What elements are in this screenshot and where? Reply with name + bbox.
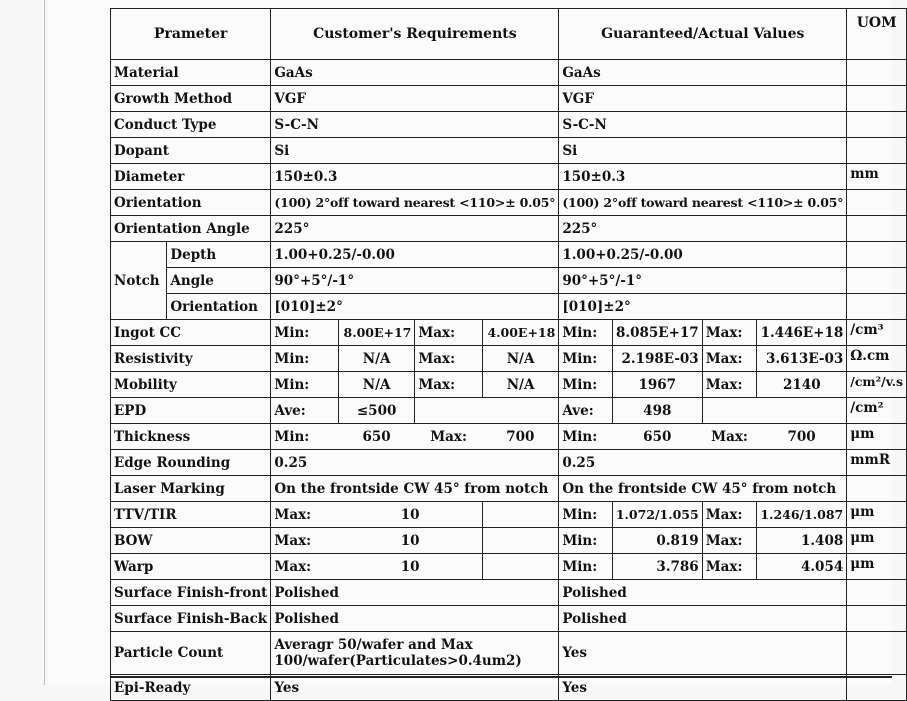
act-min-value: 1.072/1.055 xyxy=(612,502,702,528)
table-row xyxy=(111,424,907,450)
header-parameter: Prameter xyxy=(111,9,271,60)
req-value: (100) 2°off toward nearest <110>± 0.05° xyxy=(271,190,559,216)
req-max-label: Max: xyxy=(271,528,338,554)
act-min-label: Min: xyxy=(559,424,613,450)
uom-value xyxy=(847,138,907,164)
act-max-value: 1.246/1.087 xyxy=(757,502,847,528)
req-value: 1.00+0.25/-0.00 xyxy=(271,242,559,268)
param-label: BOW xyxy=(111,528,271,554)
req-max-label: Max: xyxy=(415,320,482,346)
act-max-value: 4.054 xyxy=(757,554,847,580)
table-row xyxy=(111,554,907,580)
empty-cell xyxy=(702,398,847,424)
act-value: Yes xyxy=(559,632,847,675)
param-label: Epi-Ready xyxy=(111,675,271,701)
uom-value xyxy=(847,242,907,268)
req-value: Yes xyxy=(271,675,559,701)
act-max-value: 3.613E-03 xyxy=(757,346,847,372)
act-max-value: 2140 xyxy=(757,372,847,398)
param-label: Depth xyxy=(167,242,271,268)
spec-table xyxy=(110,8,907,701)
empty-cell xyxy=(415,398,559,424)
req-value: S-C-N xyxy=(271,112,559,138)
act-value: VGF xyxy=(559,86,847,112)
param-label: Laser Marking xyxy=(111,476,271,502)
table-row xyxy=(111,372,907,398)
act-min-label: Min: xyxy=(559,320,613,346)
req-value: 0.25 xyxy=(271,450,559,476)
req-min-label: Min: xyxy=(271,424,338,450)
param-label: Mobility xyxy=(111,372,271,398)
act-max-label: Max: xyxy=(702,424,757,450)
act-min-value: 2.198E-03 xyxy=(612,346,702,372)
uom-value xyxy=(847,675,907,701)
act-value: 150±0.3 xyxy=(559,164,847,190)
uom-value: /cm³ xyxy=(847,320,907,346)
empty-cell xyxy=(482,528,559,554)
req-ave-value: ≤500 xyxy=(338,398,415,424)
uom-value xyxy=(847,190,907,216)
req-max-value: N/A xyxy=(482,372,559,398)
act-max-label: Max: xyxy=(702,502,757,528)
act-value: Yes xyxy=(559,675,847,701)
req-line-2: 100/wafer(Particulates>0.4um2) xyxy=(274,653,522,669)
header-customer-requirements: Customer's Requirements xyxy=(271,9,559,60)
uom-value: /cm²/v.s xyxy=(847,372,907,398)
table-row xyxy=(111,632,907,675)
param-label: Angle xyxy=(167,268,271,294)
act-value: GaAs xyxy=(559,60,847,86)
req-value xyxy=(271,632,559,675)
param-label: Edge Rounding xyxy=(111,450,271,476)
act-min-value: 0.819 xyxy=(612,528,702,554)
uom-value: mmR xyxy=(847,450,907,476)
uom-value: μm xyxy=(847,554,907,580)
act-min-label: Min: xyxy=(559,528,613,554)
req-max-label: Max: xyxy=(271,502,338,528)
req-min-label: Min: xyxy=(271,372,338,398)
req-min-label: Min: xyxy=(271,346,338,372)
uom-value xyxy=(847,112,907,138)
req-min-value: 650 xyxy=(338,424,415,450)
table-row xyxy=(111,164,907,190)
req-max-label: Max: xyxy=(415,424,482,450)
table-row xyxy=(111,190,907,216)
req-value: VGF xyxy=(271,86,559,112)
uom-value xyxy=(847,294,907,320)
req-value: [010]±2° xyxy=(271,294,559,320)
act-ave-value: 498 xyxy=(612,398,702,424)
act-min-label: Min: xyxy=(559,372,613,398)
param-label: Surface Finish-front xyxy=(111,580,271,606)
uom-value: mm xyxy=(847,164,907,190)
param-label: Thickness xyxy=(111,424,271,450)
req-min-label: Min: xyxy=(271,320,338,346)
req-max-value: 10 xyxy=(338,554,482,580)
act-min-value: 650 xyxy=(612,424,702,450)
param-label: Conduct Type xyxy=(111,112,271,138)
act-value: 90°+5°/-1° xyxy=(559,268,847,294)
uom-value: /cm² xyxy=(847,398,907,424)
act-min-value: 3.786 xyxy=(612,554,702,580)
uom-value xyxy=(847,60,907,86)
uom-value xyxy=(847,632,907,675)
req-max-value: 10 xyxy=(338,528,482,554)
act-max-label: Max: xyxy=(702,372,757,398)
table-row xyxy=(111,86,907,112)
uom-value xyxy=(847,216,907,242)
req-value: 90°+5°/-1° xyxy=(271,268,559,294)
act-max-label: Max: xyxy=(702,346,757,372)
req-value: GaAs xyxy=(271,60,559,86)
req-value: Polished xyxy=(271,580,559,606)
act-value: Polished xyxy=(559,606,847,632)
act-max-label: Max: xyxy=(702,554,757,580)
act-max-label: Max: xyxy=(702,528,757,554)
table-row xyxy=(111,268,907,294)
table-row xyxy=(111,675,907,701)
param-label: Ingot CC xyxy=(111,320,271,346)
req-max-value: 10 xyxy=(338,502,482,528)
table-row xyxy=(111,476,907,502)
uom-value xyxy=(847,580,907,606)
act-min-label: Min: xyxy=(559,554,613,580)
req-min-value: 8.00E+17 xyxy=(338,320,415,346)
req-min-value: N/A xyxy=(338,346,415,372)
act-max-label: Max: xyxy=(702,320,757,346)
param-label: Orientation xyxy=(111,190,271,216)
uom-value: μm xyxy=(847,502,907,528)
act-min-label: Min: xyxy=(559,346,613,372)
table-row xyxy=(111,112,907,138)
act-max-value: 1.446E+18 xyxy=(757,320,847,346)
table-row xyxy=(111,606,907,632)
param-label: Growth Method xyxy=(111,86,271,112)
req-max-value: N/A xyxy=(482,346,559,372)
req-value: On the frontside CW 45° from notch xyxy=(271,476,559,502)
req-max-value: 700 xyxy=(482,424,559,450)
act-max-value: 700 xyxy=(757,424,847,450)
table-row xyxy=(111,60,907,86)
param-label: Particle Count xyxy=(111,632,271,675)
act-min-value: 8.085E+17 xyxy=(612,320,702,346)
table-row xyxy=(111,450,907,476)
req-min-value: N/A xyxy=(338,372,415,398)
req-ave-label: Ave: xyxy=(271,398,338,424)
table-row xyxy=(111,320,907,346)
param-label: EPD xyxy=(111,398,271,424)
act-value: 0.25 xyxy=(559,450,847,476)
param-label: Surface Finish-Back xyxy=(111,606,271,632)
act-value: 1.00+0.25/-0.00 xyxy=(559,242,847,268)
act-value: On the frontside CW 45° from notch xyxy=(559,476,847,502)
param-label: TTV/TIR xyxy=(111,502,271,528)
table-row xyxy=(111,242,907,268)
req-line-1: Averagr 50/wafer and Max xyxy=(274,637,473,653)
act-max-value: 1.408 xyxy=(757,528,847,554)
uom-value xyxy=(847,268,907,294)
table-row xyxy=(111,528,907,554)
table-row xyxy=(111,294,907,320)
act-ave-label: Ave: xyxy=(559,398,613,424)
param-label: Orientation Angle xyxy=(111,216,271,242)
req-max-value: 4.00E+18 xyxy=(482,320,559,346)
table-row xyxy=(111,580,907,606)
act-value: Polished xyxy=(559,580,847,606)
uom-value: μm xyxy=(847,528,907,554)
table-row xyxy=(111,398,907,424)
table-next-row-border xyxy=(110,676,892,678)
uom-value xyxy=(847,476,907,502)
header-row xyxy=(111,9,907,60)
param-label: Diameter xyxy=(111,164,271,190)
notch-label: Notch xyxy=(111,242,167,320)
act-min-label: Min: xyxy=(559,502,613,528)
req-max-label: Max: xyxy=(415,346,482,372)
table-row xyxy=(111,138,907,164)
uom-value xyxy=(847,86,907,112)
table-row xyxy=(111,502,907,528)
header-guaranteed-values: Guaranteed/Actual Values xyxy=(559,9,847,60)
param-label: Dopant xyxy=(111,138,271,164)
empty-cell xyxy=(482,502,559,528)
act-value: [010]±2° xyxy=(559,294,847,320)
act-value: S-C-N xyxy=(559,112,847,138)
act-min-value: 1967 xyxy=(612,372,702,398)
param-label: Material xyxy=(111,60,271,86)
page-margin-line xyxy=(44,0,45,685)
req-max-label: Max: xyxy=(271,554,338,580)
act-value: Si xyxy=(559,138,847,164)
empty-cell xyxy=(482,554,559,580)
table-row xyxy=(111,346,907,372)
uom-value: μm xyxy=(847,424,907,450)
uom-value: Ω.cm xyxy=(847,346,907,372)
act-value: (100) 2°off toward nearest <110>± 0.05° xyxy=(559,190,847,216)
param-label: Orientation xyxy=(167,294,271,320)
uom-value xyxy=(847,606,907,632)
req-value: Si xyxy=(271,138,559,164)
header-uom: UOM xyxy=(847,9,907,60)
req-max-label: Max: xyxy=(415,372,482,398)
req-value: Polished xyxy=(271,606,559,632)
param-label: Resistivity xyxy=(111,346,271,372)
req-value: 225° xyxy=(271,216,559,242)
table-row xyxy=(111,216,907,242)
act-value: 225° xyxy=(559,216,847,242)
req-value: 150±0.3 xyxy=(271,164,559,190)
param-label: Warp xyxy=(111,554,271,580)
